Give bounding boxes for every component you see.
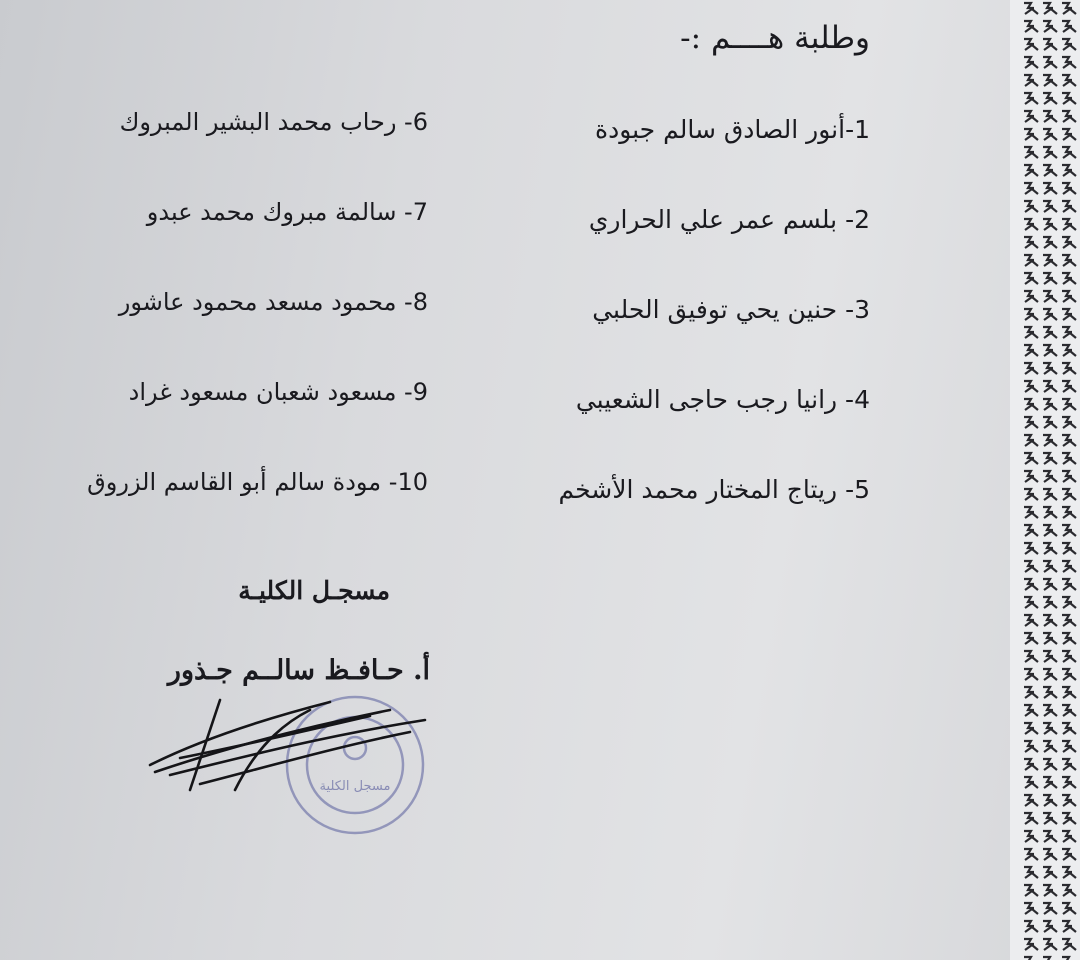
registrar-title: مسجـل الكليـة (238, 576, 390, 605)
signature-icon (140, 680, 440, 810)
list-item: 9- مسعود شعبان مسعود غراد (128, 378, 428, 406)
list-item: 8- محمود مسعد محمود عاشور (118, 288, 428, 316)
stamp-text: مسجل الكلية (319, 779, 391, 794)
students-heading: وطلبة هــــم :- (680, 20, 870, 56)
list-item: 5- ريتاج المختار محمد الأشخم (558, 475, 870, 504)
list-item: 2- بلسم عمر علي الحراري (588, 205, 870, 234)
students-list-right (430, 108, 870, 558)
list-item: 1-أنور الصادق سالم جبودة (594, 115, 870, 144)
students-list-left (68, 100, 428, 550)
list-item: 7- سالمة مبروك محمد عبدو (146, 198, 428, 226)
list-item: 6- رحاب محمد البشير المبروك (119, 108, 428, 136)
decorative-border (1022, 0, 1080, 960)
list-item: 3- حنين يحي توفيق الحلبي (592, 295, 870, 324)
border-pattern-icon (1022, 0, 1080, 960)
list-item: 10- مودة سالم أبو القاسم الزروق (87, 468, 428, 496)
list-item: 4- رانيا رجب حاجى الشعيبي (575, 385, 870, 414)
registrar-name: أ. حـافـظ سالــم جـذور (167, 655, 430, 686)
